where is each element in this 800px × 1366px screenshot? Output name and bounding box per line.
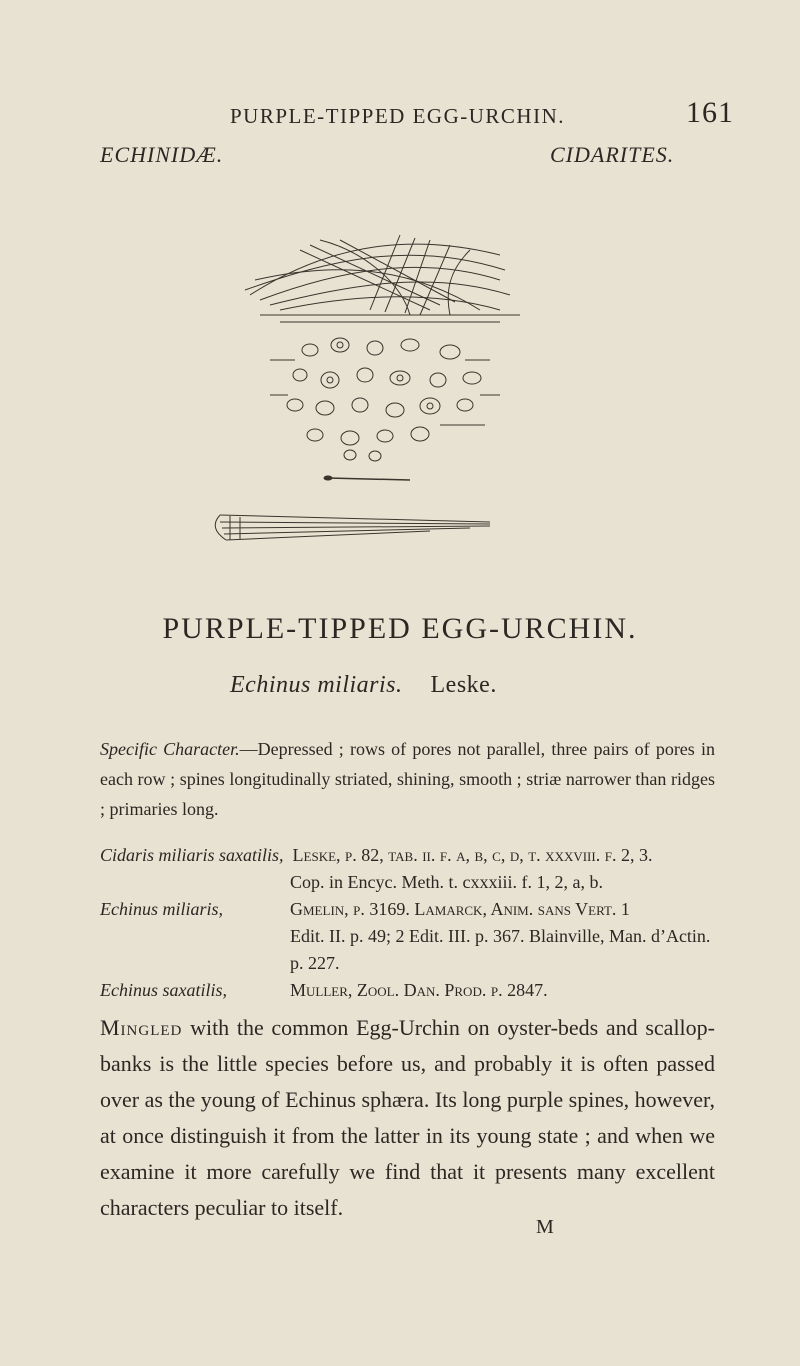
- running-head: PURPLE-TIPPED EGG-URCHIN.: [230, 104, 566, 128]
- scientific-name: Echinus miliaris.: [230, 672, 403, 698]
- species-title: PURPLE-TIPPED EGG-URCHIN.: [162, 612, 638, 645]
- synonym-row: [100, 842, 720, 896]
- synonym-row: [100, 896, 720, 977]
- synonym-reference-continued: Edit. II. p. 49; 2 Edit. III. p. 367. Blainville, Man. d’Actin. p. 227.: [290, 926, 711, 973]
- specific-character: [100, 734, 715, 824]
- long-spine: [215, 515, 490, 540]
- body-text: with the common Egg-Urchin on oyster-beds and scallop-banks is the little species before us, and probably it is often passed over as the young of Echinus sphæra. Its long purple spines, however, at once distinguish it from the latter in its young state ; and when we examine it more carefully we find that it presents many excellent characters peculiar to itself.: [100, 1015, 716, 1220]
- synonym-name: Echinus miliaris,: [100, 899, 224, 919]
- synonym-reference-continued: Cop. in Encyc. Meth. t. cxxxiii. f. 1, 2, a, b.: [290, 872, 603, 892]
- page-number: 161: [686, 96, 734, 129]
- character-label: Specific Character.: [100, 739, 240, 759]
- synonym-row: [100, 977, 720, 1004]
- small-spine: [324, 476, 410, 480]
- synonym-name: Cidaris miliaris saxatilis,: [100, 845, 284, 865]
- authority: Leske.: [430, 672, 497, 698]
- spine-cluster: [245, 235, 520, 322]
- binomial-line: [230, 672, 497, 699]
- genus-heading: CIDARITES.: [550, 142, 675, 167]
- synonym-name: Echinus saxatilis,: [100, 980, 227, 1000]
- synonym-reference-block: [290, 896, 720, 977]
- urchin-illustration: [200, 210, 600, 580]
- synonym-reference: Gmelin, p. 3169. Lamarck, Anim. sans Vert. 1: [290, 899, 630, 919]
- character-text: —Depressed ; rows of pores not parallel, three pairs of pores in each row ; spines longitudinally striated, shining, smooth ; striæ narrower than ridges ; primaries long.: [100, 739, 715, 819]
- test-plate-detail: [270, 338, 500, 461]
- signature-mark: M: [536, 1216, 554, 1238]
- synonymy: [100, 842, 720, 1004]
- synonym-reference: Leske, p. 82, tab. ii. f. a, b, c, d, t. xxxviii. f. 2, 3.: [292, 845, 653, 865]
- family-heading: ECHINIDÆ.: [100, 142, 224, 167]
- lead-word: Mingled: [100, 1015, 183, 1040]
- body-paragraph: [100, 1010, 715, 1226]
- synonym-reference: Muller, Zool. Dan. Prod. p. 2847.: [290, 980, 548, 1000]
